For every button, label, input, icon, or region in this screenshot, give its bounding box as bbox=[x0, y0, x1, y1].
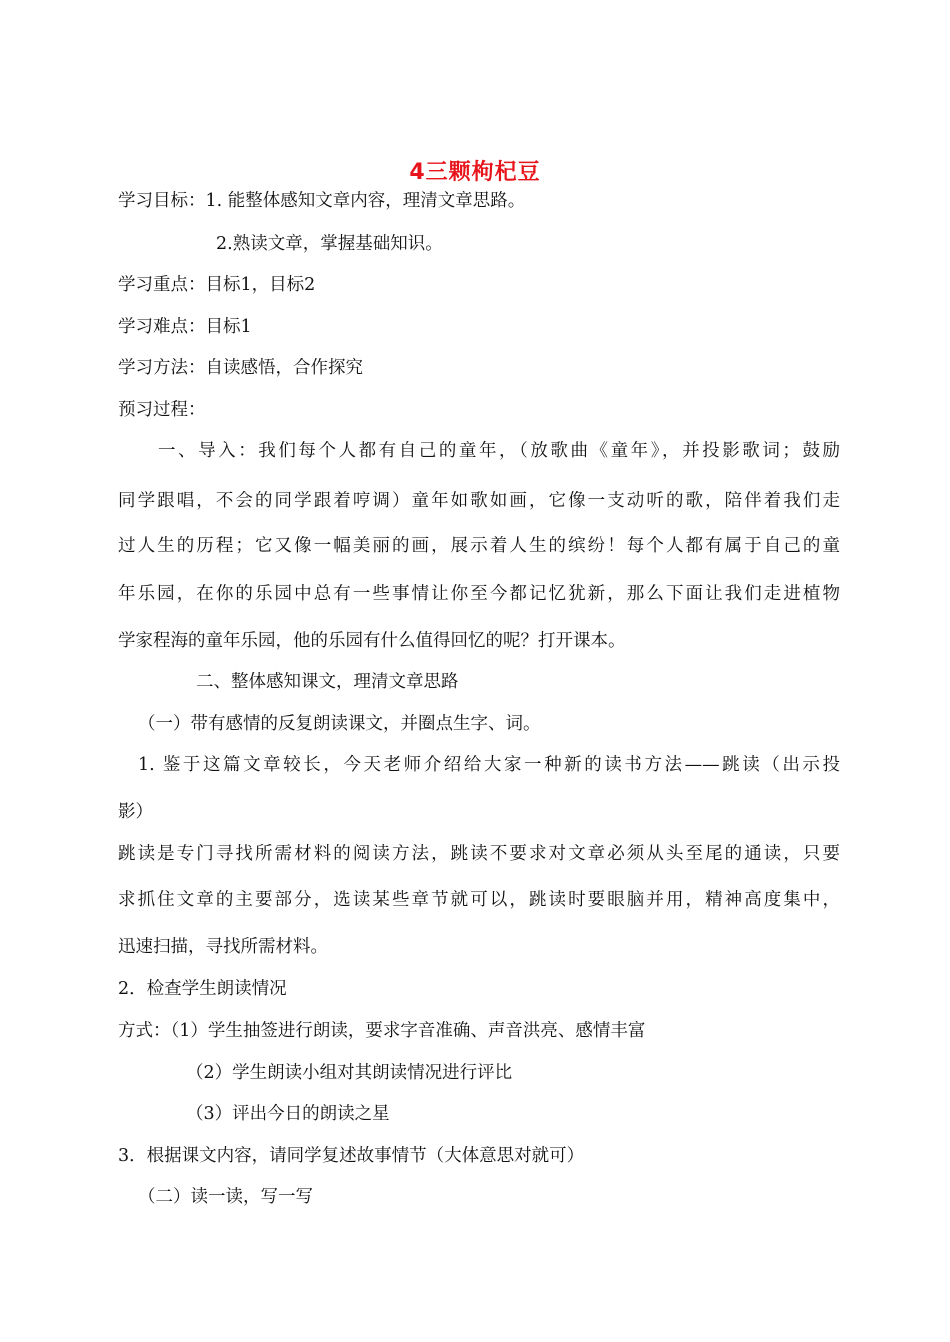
learning-goals-line1: 学习目标：1. 能整体感知文章内容，理清文章思路。 bbox=[118, 191, 526, 211]
item1-line-1: 1. 鉴于这篇文章较长，今天老师介绍给大家一种新的读书方法——跳读（出示投 bbox=[138, 755, 840, 775]
item3: 3．根据课文内容，请同学复述故事情节（大体意思对就可） bbox=[118, 1146, 585, 1166]
skim-line-2: 求抓住文章的主要部分，选读某些章节就可以，跳读时要眼脑并用，精神高度集中， bbox=[118, 890, 840, 910]
method-list-line-1: 方式：（1）学生抽签进行朗读，要求字音准确、声音洪亮、感情丰富 bbox=[118, 1021, 646, 1041]
intro-line-2: 同学跟唱，不会的同学跟着哼调）童年如歌如画，它像一支动听的歌，陪伴着我们走 bbox=[118, 491, 840, 511]
sub2-heading: （二）读一读，写一写 bbox=[138, 1187, 313, 1207]
sub1-heading: （一）带有感情的反复朗读课文，并圈点生字、词。 bbox=[138, 714, 541, 734]
learning-method: 学习方法：自读感悟，合作探究 bbox=[118, 358, 363, 378]
method-list-line-2: （2）学生朗读小组对其朗读情况进行评比 bbox=[186, 1063, 513, 1083]
section2-heading: 二、整体感知课文，理清文章思路 bbox=[196, 672, 459, 692]
item2: 2．检查学生朗读情况 bbox=[118, 979, 287, 999]
page-title: 4三颗枸杞豆 bbox=[409, 160, 541, 185]
intro-line-4: 年乐园，在你的乐园中总有一些事情让你至今都记忆犹新，那么下面让我们走进植物 bbox=[118, 584, 840, 604]
learning-goals-line2: 2.熟读文章，掌握基础知识。 bbox=[216, 234, 443, 254]
skim-line-1: 跳读是专门寻找所需材料的阅读方法，跳读不要求对文章必须从头至尾的通读，只要 bbox=[118, 844, 840, 864]
item1-line-2: 影） bbox=[118, 802, 153, 822]
learning-focus: 学习重点：目标1，目标2 bbox=[118, 275, 316, 295]
learning-difficulty: 学习难点：目标1 bbox=[118, 317, 252, 337]
method-list-line-3: （3）评出今日的朗读之星 bbox=[186, 1104, 390, 1124]
skim-line-3: 迅速扫描，寻找所需材料。 bbox=[118, 937, 328, 957]
intro-line-5: 学家程海的童年乐园，他的乐园有什么值得回忆的呢？打开课本。 bbox=[118, 631, 626, 651]
process-heading: 预习过程： bbox=[118, 400, 206, 420]
intro-line-1: 一、导入：我们每个人都有自己的童年，（放歌曲《童年》，并投影歌词；鼓励 bbox=[158, 441, 840, 461]
intro-line-3: 过人生的历程；它又像一幅美丽的画，展示着人生的缤纷！每个人都有属于自己的童 bbox=[118, 536, 840, 556]
